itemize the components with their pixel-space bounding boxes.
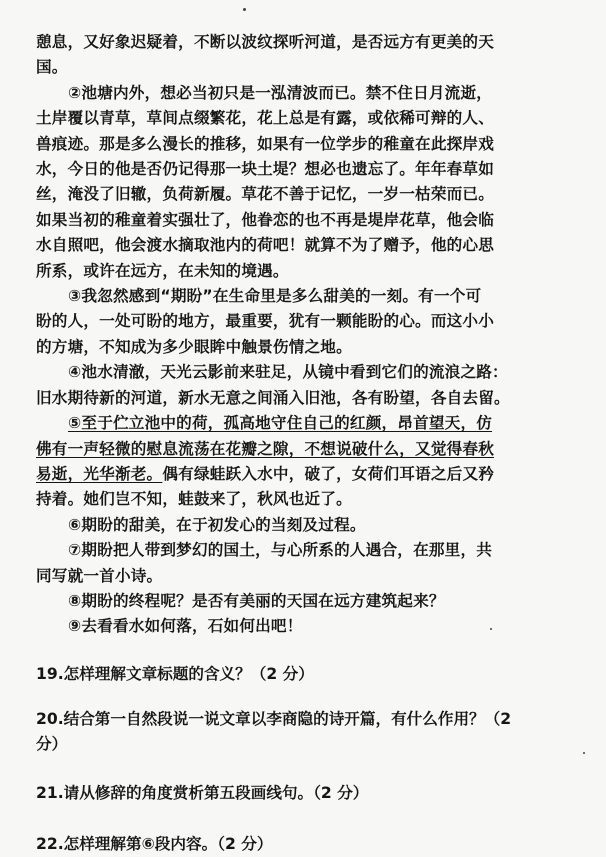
passage-line: 同写就一首小诗。 — [36, 566, 163, 585]
question-22: 22.怎样理解第⑥段内容。（2 分） — [36, 834, 273, 853]
underlined-sentence: ⑤至于伫立池中的荷，孤高地守住自己的红颜，昂首望天，仿 — [68, 414, 493, 433]
passage-line: 兽痕迹。那是多么漫长的推移，如果有一位学步的稚童在此探岸戏 — [36, 134, 495, 153]
paragraph-4 — [36, 360, 586, 411]
passage-line: 如果当初的稚童着实强壮了，他眷恋的也不再是堤岸花草，他会临 — [36, 210, 495, 229]
passage-line — [36, 411, 586, 436]
underlined-sentence: 易逝，光华渐老。 — [36, 464, 163, 483]
passage-text: 偶有绿蛙跃入水中，破了，女荷们耳语之后又矜 — [162, 464, 495, 483]
passage-line — [36, 437, 586, 462]
passage-line: 水，今日的他是否仍记得那一块土堤？想必也遗忘了。年年春草如 — [36, 160, 495, 179]
paragraph-6: ⑥期盼的甜美，在于初发心的当刻及过程。 — [68, 515, 366, 534]
paragraph-3 — [36, 284, 586, 360]
passage-line: ⑦期盼把人带到梦幻的国土，与心所系的人遇合，在那里，共 — [68, 541, 493, 560]
underlined-sentence: 佛有一声轻微的慰息流荡在花瓣之隙，不想说破什么，又觉得春秋 — [36, 439, 495, 458]
passage-line — [36, 462, 586, 487]
passage-line: ④池水清澈，天光云影前来驻足，从镜中看到它们的流浪之路： — [68, 363, 508, 382]
paragraph-8: ⑧期盼的终程呢？是否有美丽的天国在远方建筑起来？ — [68, 591, 445, 610]
paragraph-7 — [36, 538, 586, 589]
passage-line: 国。 — [36, 58, 68, 77]
passage-line: 丝，淹没了旧辙，负荷新履。草花不善于记忆，一岁一枯荣而已。 — [36, 185, 495, 204]
question-line: 分） — [36, 734, 68, 753]
passage-line: ②池塘内外，想必当初只是一泓清波而已。禁不住日月流逝， — [68, 83, 493, 102]
question-21: 21.请从修辞的角度赏析第五段画线句。（2 分） — [36, 783, 369, 802]
scan-speck — [490, 628, 492, 630]
paragraph-2 — [36, 81, 586, 284]
passage-line: 的方塘，不知成为多少眼眸中触景伤情之地。 — [36, 337, 352, 356]
passage-line: 所系，或许在远方，在未知的境遇。 — [36, 261, 289, 280]
passage-line: 持着。她们岂不知，蛙鼓来了，秋风也近了。 — [36, 490, 352, 509]
paragraph-5 — [36, 411, 586, 513]
question-20 — [36, 707, 586, 757]
passage-line: 憩息，又好象迟疑着，不断以波纹探听河道，是否远方有更美的天 — [36, 33, 495, 51]
question-line: 20.结合第一自然段说一说文章以李商隐的诗开篇，有什么作用？（2 — [36, 709, 512, 728]
passage-line: 盼的人，一处可盼的地方，最重要，犹有一颗能盼的心。而这小小 — [36, 312, 495, 331]
scan-speck — [583, 752, 585, 754]
question-19: 19.怎样理解文章标题的含义？（2 分） — [36, 664, 314, 683]
passage-line: 旧水期待新的河道，新水无意之间涌入旧池，各有盼望，各自去留。 — [36, 388, 510, 407]
scan-speck — [243, 8, 246, 11]
passage-line: 土岸覆以青草，草间点缀繁花，花上总是有露，或依稀可辩的人、 — [36, 109, 495, 128]
passage-line: 水自照吧，他会渡水摘取池内的荷吧！就算不为了赠予，他的心思 — [36, 236, 495, 255]
paragraph-9: ⑨去看看水如何落，石如何出吧！ — [68, 617, 303, 636]
passage-line: ③我忽然感到“期盼”在生命里是多么甜美的一刻。有一个可 — [68, 287, 482, 306]
